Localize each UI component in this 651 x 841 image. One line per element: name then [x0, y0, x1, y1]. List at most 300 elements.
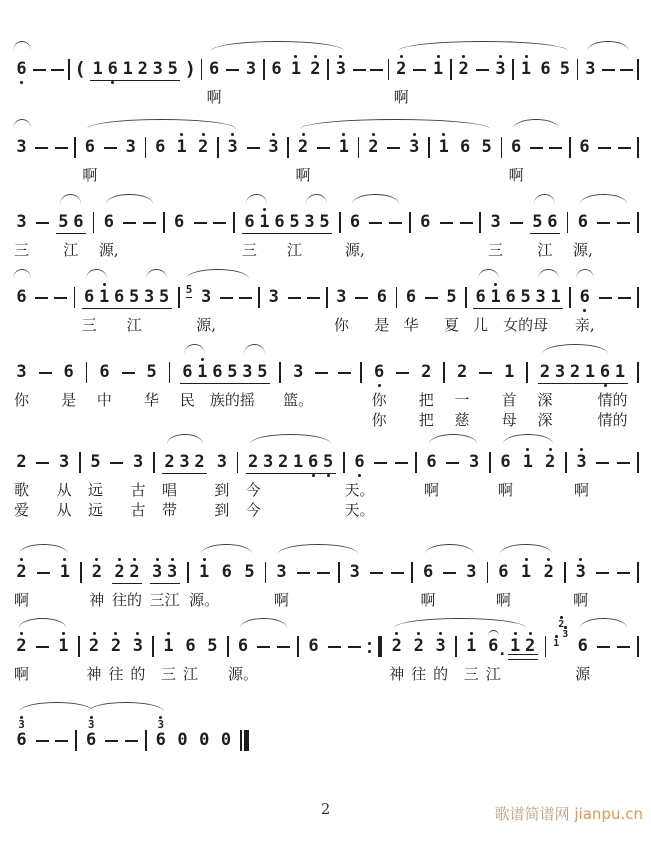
lyric-syllable: 啊 [508, 166, 524, 184]
lyric-syllable: 远 [87, 501, 104, 519]
lyric-syllable: 是 [374, 316, 390, 334]
duration-dash [110, 462, 123, 464]
duration-dash [288, 297, 301, 299]
lyric-syllable: 往 [108, 665, 124, 683]
note [352, 445, 367, 479]
note [175, 713, 190, 757]
note [444, 280, 459, 314]
duration-dash [213, 222, 226, 224]
note-number: 2 [16, 636, 27, 656]
beam-group [246, 445, 336, 479]
duration-dash [104, 147, 117, 149]
note [207, 52, 222, 86]
octave-dot-above-icon [202, 133, 205, 136]
beam-group [162, 445, 207, 479]
note-number: 6 [547, 212, 558, 232]
duration-dash [596, 572, 609, 574]
note [61, 355, 76, 389]
note-number: 6 [84, 287, 95, 307]
note [274, 555, 289, 589]
note [14, 445, 29, 479]
note-number: 6 [354, 452, 365, 472]
lyric-syllable: 是 [61, 391, 77, 409]
lyric-syllable: 啊 [82, 166, 98, 184]
barline [263, 59, 265, 80]
note [128, 555, 141, 589]
note-number: 2 [458, 59, 469, 79]
note-number: 1 [433, 59, 444, 79]
duration-dash [596, 462, 609, 464]
beam-group [538, 355, 628, 389]
note-number: 1 [520, 59, 532, 79]
note-number: 2 [421, 362, 432, 382]
barline [450, 59, 452, 80]
note-number: 3 [152, 59, 163, 79]
barline [237, 452, 239, 473]
barline [411, 562, 413, 583]
barline [637, 562, 639, 583]
note-number: 2 [194, 452, 205, 472]
duration-dash [317, 572, 330, 574]
note [467, 445, 482, 479]
note-number: 6 [99, 362, 110, 382]
lyric-syllable: 亲, [574, 316, 595, 334]
note [291, 355, 306, 389]
duration-dash [55, 147, 68, 149]
octave-dot-below-icon [604, 384, 607, 387]
barline [80, 562, 82, 583]
note-number: 1 [163, 636, 174, 656]
note [178, 445, 191, 479]
duration-dash [315, 372, 328, 374]
note-number: 3 [575, 562, 586, 582]
barline [74, 137, 76, 158]
note [584, 355, 597, 389]
note-number: 3 [466, 562, 477, 582]
note [153, 713, 168, 757]
note [89, 555, 104, 589]
duration-dash [460, 222, 473, 224]
note-number: 6 [244, 212, 255, 232]
note [374, 280, 389, 314]
note-number: 6 [16, 287, 27, 307]
note-number: 5 [319, 212, 330, 232]
note-number: 3 [535, 287, 546, 307]
note-number: 1 [58, 636, 69, 656]
note [557, 52, 572, 86]
note-number: 3 [435, 636, 446, 656]
beam-group [508, 629, 538, 663]
note [531, 205, 544, 239]
note-number: 3 [268, 287, 279, 307]
octave-dot-above-icon [203, 558, 206, 561]
lyric-syllable: 中 [96, 391, 112, 409]
lyric-syllable: 啊 [273, 591, 289, 609]
duration-dash [395, 462, 408, 464]
duration-dash [617, 222, 630, 224]
note [404, 280, 419, 314]
barline [178, 287, 180, 308]
lyric-syllable: 你 [333, 316, 349, 334]
note [83, 280, 96, 314]
note [574, 445, 589, 479]
lyric-syllable: 啊 [574, 481, 590, 499]
lyric-syllable: 的 [126, 591, 142, 609]
note-number: 1 [522, 452, 533, 472]
duration-dash [143, 222, 156, 224]
harmony-note: 3 [157, 714, 164, 730]
lyric-syllable: 江 [63, 241, 79, 259]
note [543, 445, 558, 479]
note-number: 1 [504, 362, 515, 382]
note-number: 6 [16, 59, 27, 79]
note [144, 355, 159, 389]
duration-dash [597, 222, 610, 224]
note [394, 52, 409, 86]
duration-dash [391, 572, 404, 574]
lyric-syllable: 华 [144, 391, 160, 409]
note [347, 205, 362, 239]
note-number: 1 [550, 287, 561, 307]
octave-dot-above-icon [526, 448, 529, 451]
note-number: 6 [376, 287, 387, 307]
octave-dot-above-icon [413, 133, 416, 136]
barline-thick [378, 636, 383, 657]
note [411, 629, 426, 663]
note-number: 2 [310, 59, 321, 79]
lyric-syllable: 江 [286, 241, 302, 259]
duration-dash [36, 646, 49, 648]
note [464, 555, 479, 589]
note-number: 3 [304, 212, 315, 232]
note-number: 6 [498, 562, 509, 582]
lyric-syllable: 远 [87, 481, 104, 499]
note [577, 130, 592, 164]
barline [637, 636, 639, 657]
lyric-syllable: 摇 [239, 391, 255, 409]
octave-dot-above-icon [114, 632, 117, 635]
note [583, 52, 598, 86]
barline [201, 59, 203, 80]
note-number: 6 [500, 452, 511, 472]
note-number: 3 [16, 212, 27, 232]
note [366, 130, 381, 164]
lyric-syllable: 一 [454, 391, 470, 409]
note [334, 280, 349, 314]
note [488, 205, 503, 239]
note-number: 6 [209, 59, 220, 79]
note [98, 280, 111, 314]
note-number: 3 [16, 137, 27, 157]
octave-dot-above-icon [156, 558, 159, 561]
lyric-syllable: 源, [98, 241, 119, 259]
note-number: 5 [520, 287, 531, 307]
note [84, 713, 99, 757]
octave-dot-above-icon [294, 55, 297, 58]
lyric-syllable: 古 [130, 481, 146, 499]
lyric-syllable: 三 [149, 591, 165, 609]
note [519, 280, 532, 314]
duration-dash [396, 372, 409, 374]
note [496, 555, 511, 589]
duration-dash [37, 572, 50, 574]
note-number: 6 [84, 137, 95, 157]
note [288, 52, 303, 86]
octave-dot-above-icon [547, 558, 550, 561]
music-system [14, 697, 249, 757]
note-number: 6 [174, 212, 185, 232]
lyric-syllable: 的 [518, 316, 534, 334]
octave-dot-below-icon [327, 474, 330, 477]
barline [565, 452, 567, 473]
barline [487, 562, 489, 583]
barline [564, 562, 566, 583]
note [158, 280, 171, 314]
lyric-syllable: 把 [418, 411, 434, 429]
note-number: 3 [245, 59, 257, 79]
slur-arc [13, 269, 31, 279]
note-number: 5 [481, 137, 492, 157]
note-number: 6 [422, 562, 434, 582]
lyric-syllable: 女 [503, 316, 519, 334]
octave-dot-above-icon [20, 558, 23, 561]
harmony-note: 3 [88, 714, 95, 730]
watermark-site-name: 歌谱简谱网 [494, 805, 570, 823]
lyric-syllable: 神 [86, 665, 102, 683]
note [128, 280, 141, 314]
note [486, 629, 507, 663]
lyric-syllable: 首 [501, 391, 517, 409]
note [243, 205, 256, 239]
music-system [14, 264, 639, 334]
barline [577, 59, 579, 80]
duration-dash [602, 69, 615, 71]
note [479, 130, 494, 164]
note-number: 2 [110, 636, 122, 656]
note-number: 6 [577, 212, 588, 232]
watermark [495, 803, 643, 824]
barline [428, 137, 430, 158]
note-number: 6 [426, 452, 437, 472]
lyric-syllable: 的 [612, 411, 628, 429]
note [143, 280, 156, 314]
note [573, 555, 588, 589]
note [91, 52, 104, 86]
note-number: 5 [244, 562, 255, 582]
note [136, 52, 149, 86]
barline [217, 137, 219, 158]
octave-dot-above-icon [395, 632, 398, 635]
note [474, 280, 487, 314]
lyric-syllable: 母 [533, 316, 549, 334]
barline [396, 287, 398, 308]
note [163, 445, 176, 479]
beam-group [242, 205, 332, 239]
barline [327, 59, 329, 80]
duration-dash [122, 372, 135, 374]
barline [78, 636, 80, 657]
lyric-syllable: 带 [161, 501, 178, 519]
note-number: 3 [335, 59, 347, 79]
duration-dash [353, 69, 366, 71]
note [569, 355, 582, 389]
note [456, 52, 471, 86]
duration-dash [355, 297, 368, 299]
note [318, 205, 331, 239]
note-number: 6 [374, 362, 385, 382]
lyric-syllable: 往 [111, 591, 127, 609]
lyric-syllable: 江 [182, 665, 198, 683]
octave-dot-above-icon [342, 133, 345, 136]
note [113, 280, 126, 314]
note-number: 3 [490, 212, 501, 232]
slur-arc [13, 41, 31, 51]
note-number: 1 [59, 562, 70, 582]
note-number: 6 [182, 362, 193, 382]
barline [265, 562, 267, 583]
note [101, 205, 116, 239]
octave-dot-above-icon [579, 558, 582, 561]
octave-dot-above-icon [231, 133, 234, 136]
note-number: 2 [129, 562, 140, 582]
note [218, 713, 233, 757]
note [273, 205, 286, 239]
duration-dash [425, 297, 438, 299]
lyric-syllable: 民 [179, 391, 195, 409]
duration-dash [370, 69, 383, 71]
note [151, 52, 164, 86]
note-number: 6 [405, 287, 417, 307]
note-number: 3 [293, 362, 304, 382]
barline [75, 730, 77, 751]
barline [569, 287, 571, 308]
lyric-syllable: 唱 [161, 481, 178, 499]
duration-dash [123, 222, 136, 224]
duration-dash [446, 462, 459, 464]
lyric-syllable: 的 [130, 665, 146, 683]
note [205, 629, 220, 663]
note [113, 555, 126, 589]
lyric-syllable: 你 [13, 391, 30, 409]
note [88, 445, 103, 479]
note [455, 355, 470, 389]
beam-group [56, 205, 86, 239]
note-number: 1 [199, 562, 210, 582]
repeat-dots-icon [368, 642, 371, 653]
note [14, 555, 29, 589]
beam-group [150, 555, 180, 589]
note [498, 445, 513, 479]
lyric-syllable: 啊 [13, 591, 30, 609]
note-number: 2 [413, 636, 424, 656]
lyric-syllable: 到 [214, 501, 230, 519]
note-number: 1 [290, 59, 302, 79]
lyric-syllable: 今 [245, 501, 261, 519]
octave-dot-above-icon [400, 55, 403, 58]
barline [145, 137, 147, 158]
note-number: 3 [133, 452, 144, 472]
note-number: 6 [274, 212, 285, 232]
note-number: 6 [460, 137, 471, 157]
note-number: 2 [391, 636, 402, 656]
barline [637, 452, 639, 473]
lyric-syllable: 啊 [13, 665, 30, 683]
note-number: 6 [107, 59, 118, 79]
barline [637, 287, 639, 308]
music-system [14, 36, 639, 106]
barline [501, 137, 503, 158]
octave-dot-above-icon [118, 558, 121, 561]
note [575, 205, 590, 239]
note [106, 52, 119, 86]
note-number: 6 [271, 59, 282, 79]
note-number: 3 [167, 562, 178, 582]
note-number: 1 [259, 212, 270, 232]
lyric-syllable: 天。 [344, 481, 375, 499]
music-system [13, 539, 639, 609]
note-number: 3 [132, 636, 144, 656]
lyric-syllable: 三 [241, 241, 257, 259]
octave-dot-above-icon [93, 632, 96, 635]
note-number: 3 [144, 287, 155, 307]
duration-dash [620, 69, 633, 71]
lyric-syllable: 你 [371, 391, 387, 409]
note [258, 205, 271, 239]
note [458, 130, 473, 164]
note-number: 2 [88, 636, 100, 656]
octave-dot-above-icon [63, 558, 66, 561]
octave-dot-above-icon [417, 632, 420, 635]
lyric-syllable: 深 [537, 411, 553, 429]
duration-dash [54, 297, 67, 299]
note [197, 555, 212, 589]
note [196, 130, 211, 164]
note [308, 52, 323, 86]
beam-group [180, 355, 270, 389]
note [181, 355, 194, 389]
note [296, 130, 311, 164]
note [419, 355, 434, 389]
note [509, 629, 522, 663]
lyric-syllable: 源, [572, 241, 593, 259]
parenthesis: ) [184, 58, 197, 80]
duration-dash [370, 572, 383, 574]
barline [637, 137, 639, 158]
octave-dot-above-icon [442, 133, 445, 136]
lyric-syllable: 的 [433, 665, 449, 683]
note-number: 2 [91, 562, 102, 582]
note-number: 6 [73, 212, 84, 232]
note [174, 130, 189, 164]
lyric-syllable: 把 [418, 391, 434, 409]
note-number: 2 [16, 452, 27, 472]
note [219, 555, 234, 589]
note-number: 3 [336, 287, 347, 307]
barline [338, 562, 340, 583]
note-number: 6 [185, 636, 196, 656]
note [123, 130, 138, 164]
note-number: 1 [438, 137, 449, 157]
note [489, 280, 502, 314]
lyric-syllable: 的 [612, 391, 628, 409]
note [541, 555, 556, 589]
note-number: 6 [579, 287, 590, 307]
note-number: 6 [579, 137, 590, 157]
note-number: 1 [614, 362, 626, 382]
note-number: 3 [495, 59, 506, 79]
watermark-site-url: jianpu.cn [574, 805, 643, 823]
octave-dot-above-icon [263, 208, 266, 211]
